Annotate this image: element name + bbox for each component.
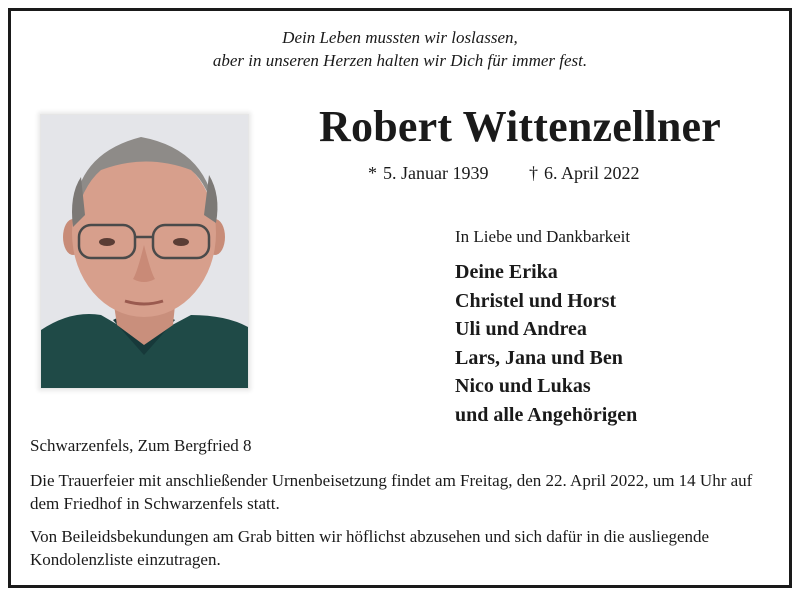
mourner-line: Lars, Jana und Ben <box>455 346 623 369</box>
memorial-quote <box>0 26 800 72</box>
mourner-line: Nico und Lukas <box>455 375 591 397</box>
portrait-photo <box>40 114 249 389</box>
mourner-line: und alle Angehörigen <box>455 403 638 426</box>
birth-star-icon: * <box>368 163 377 183</box>
mourner-line: Christel und Horst <box>455 289 617 312</box>
funeral-info: Die Trauerfeier mit anschließender Urnenbeisetzung findet am Freitag, den 22. April 2022, um 14 Uhr auf dem Friedhof in Schwarzenfels statt. <box>30 471 753 513</box>
death-info <box>529 162 640 184</box>
life-dates <box>368 162 640 184</box>
quote-line-2: aber in unseren Herzen halten wir Dich für immer fest. <box>212 51 588 70</box>
mourners-list <box>455 258 637 429</box>
family-address: Schwarzenfels, Zum Bergfried 8 <box>30 436 252 455</box>
death-date: 6. April 2022 <box>543 163 640 183</box>
mourners-intro: In Liebe und Dankbarkeit <box>455 227 631 246</box>
condolence-info: Von Beileidsbekundungen am Grab bitten wir höflichst abzusehen und sich dafür in die ausliegende Kondolenzliste einzutragen. <box>30 527 710 569</box>
quote-line-1: Dein Leben mussten wir loslassen, <box>282 28 518 47</box>
mourner-line: Uli und Andrea <box>455 318 587 340</box>
birth-info <box>368 162 488 184</box>
death-cross-icon: † <box>528 163 538 183</box>
deceased-name: Robert Wittenzellner <box>319 102 721 151</box>
mourner-line: Deine Erika <box>455 261 558 283</box>
birth-date: 5. Januar 1939 <box>383 163 489 183</box>
